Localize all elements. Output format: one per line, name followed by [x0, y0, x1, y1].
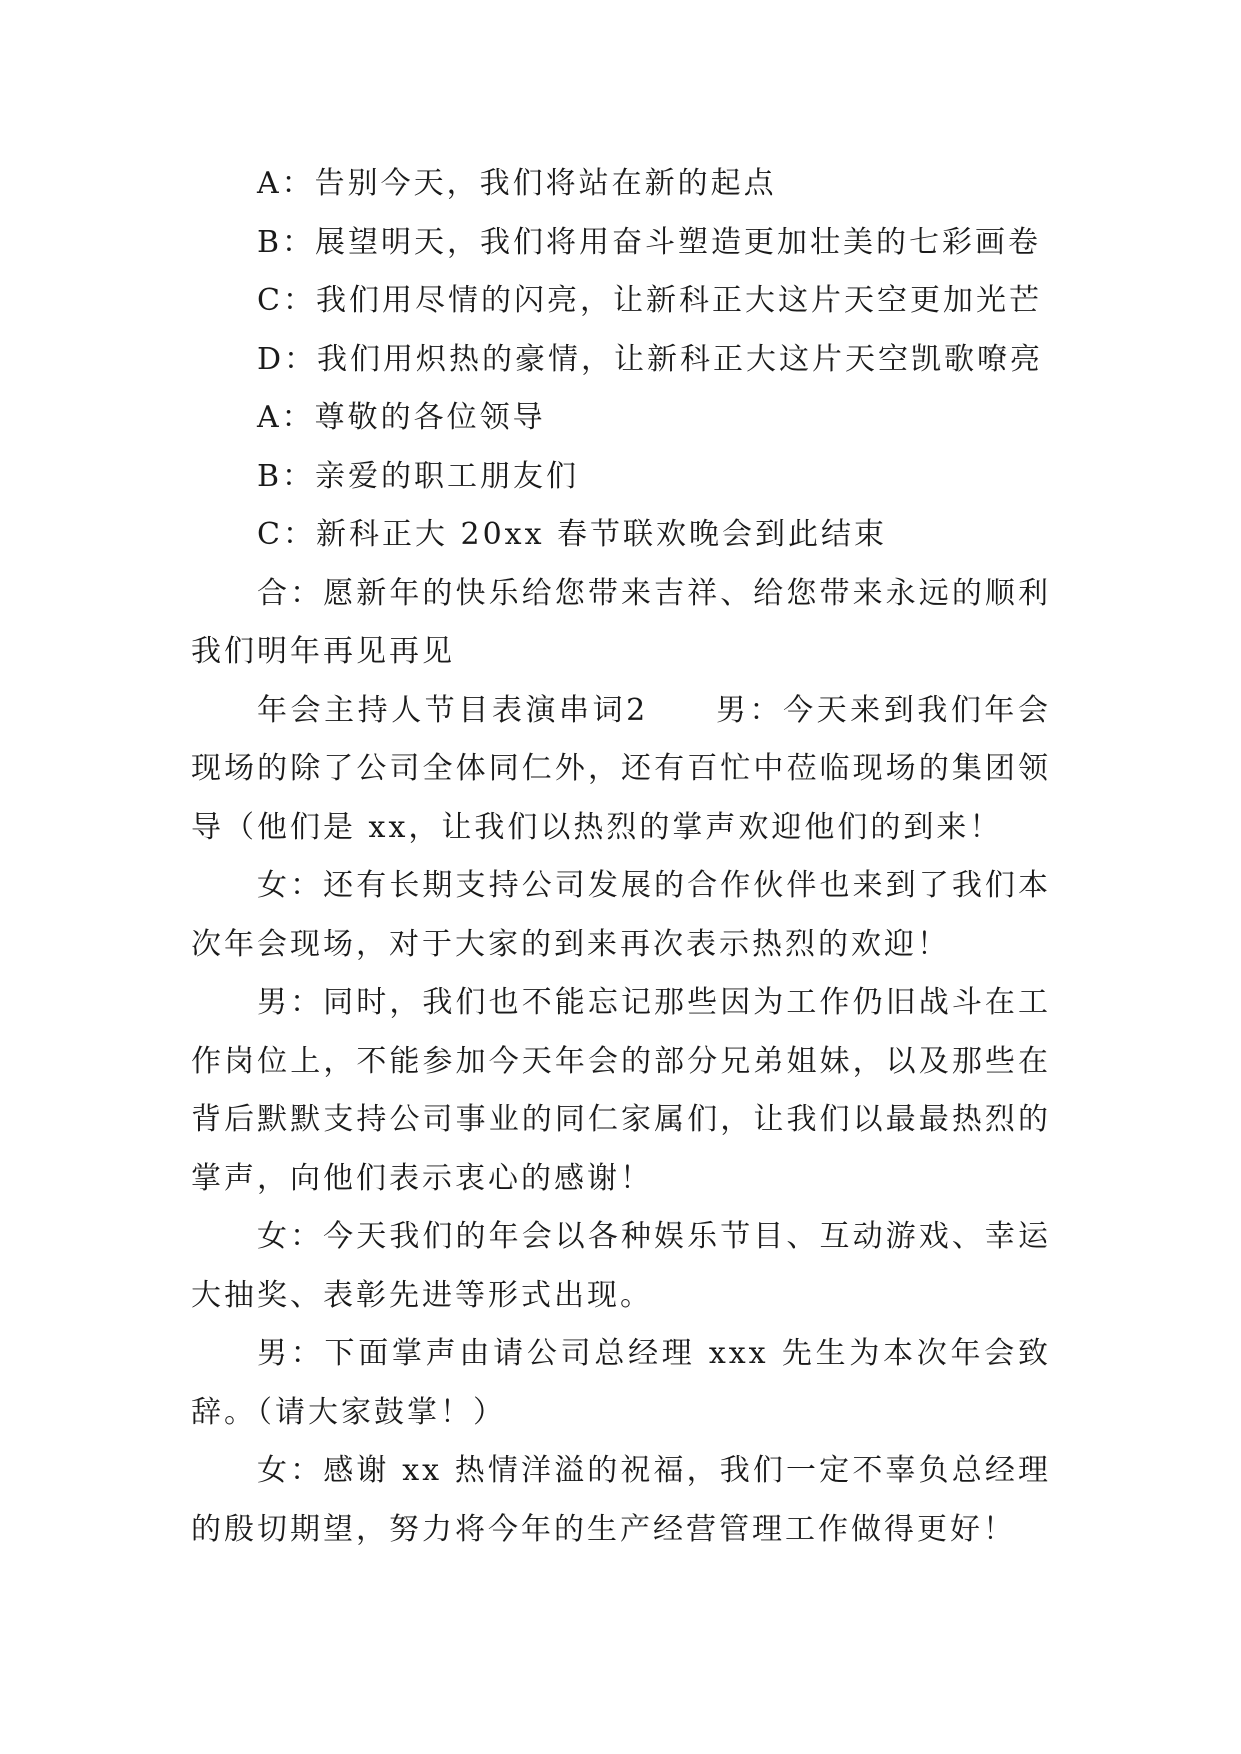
paragraph-14: 女：感谢 xx 热情洋溢的祝福，我们一定不辜负总经理的殷切期望，努力将今年的生产经营管理工作做得更好！	[191, 1453, 1051, 1547]
paragraph-8: 合：愿新年的快乐给您带来吉祥、给您带来永远的顺利我们明年再见再见	[191, 575, 1051, 669]
paragraph-13: 男：下面掌声由请公司总经理 xxx 先生为本次年会致辞。（请大家鼓掌！）	[191, 1336, 1051, 1430]
paragraph-2: B：展望明天，我们将用奋斗塑造更加壮美的七彩画卷	[257, 224, 1042, 260]
paragraph-7: C：新科正大 20xx 春节联欢晚会到此结束	[257, 517, 888, 552]
document-body	[191, 155, 1051, 1559]
paragraph-10: 女：还有长期支持公司发展的合作伙伴也来到了我们本次年会现场，对于大家的到来再次表示热烈的欢迎！	[191, 868, 1051, 962]
paragraph-12: 女：今天我们的年会以各种娱乐节目、互动游戏、幸运大抽奖、表彰先进等形式出现。	[191, 1219, 1051, 1313]
paragraph-3: C：我们用尽情的闪亮，让新科正大这片天空更加光芒	[257, 283, 1042, 318]
paragraph-6: B：亲爱的职工朋友们	[257, 458, 580, 494]
paragraph-4: D：我们用炽热的豪情，让新科正大这片天空凯歌嘹亮	[257, 341, 1044, 377]
paragraph-9: 年会主持人节目表演串词2 男：今天来到我们年会现场的除了公司全体同仁外，还有百忙中莅临现场的集团领导（他们是 xx，让我们以热烈的掌声欢迎他们的到来！	[191, 692, 1051, 845]
paragraph-11: 男：同时，我们也不能忘记那些因为工作仍旧战斗在工作岗位上，不能参加今天年会的部分兄弟姐妹，以及那些在背后默默支持公司事业的同仁家属们，让我们以最最热烈的掌声，向他们表示衷心的感谢！	[191, 985, 1051, 1196]
paragraph-5: A：尊敬的各位领导	[257, 400, 546, 435]
paragraph-1: A：告别今天，我们将站在新的起点	[257, 166, 777, 201]
